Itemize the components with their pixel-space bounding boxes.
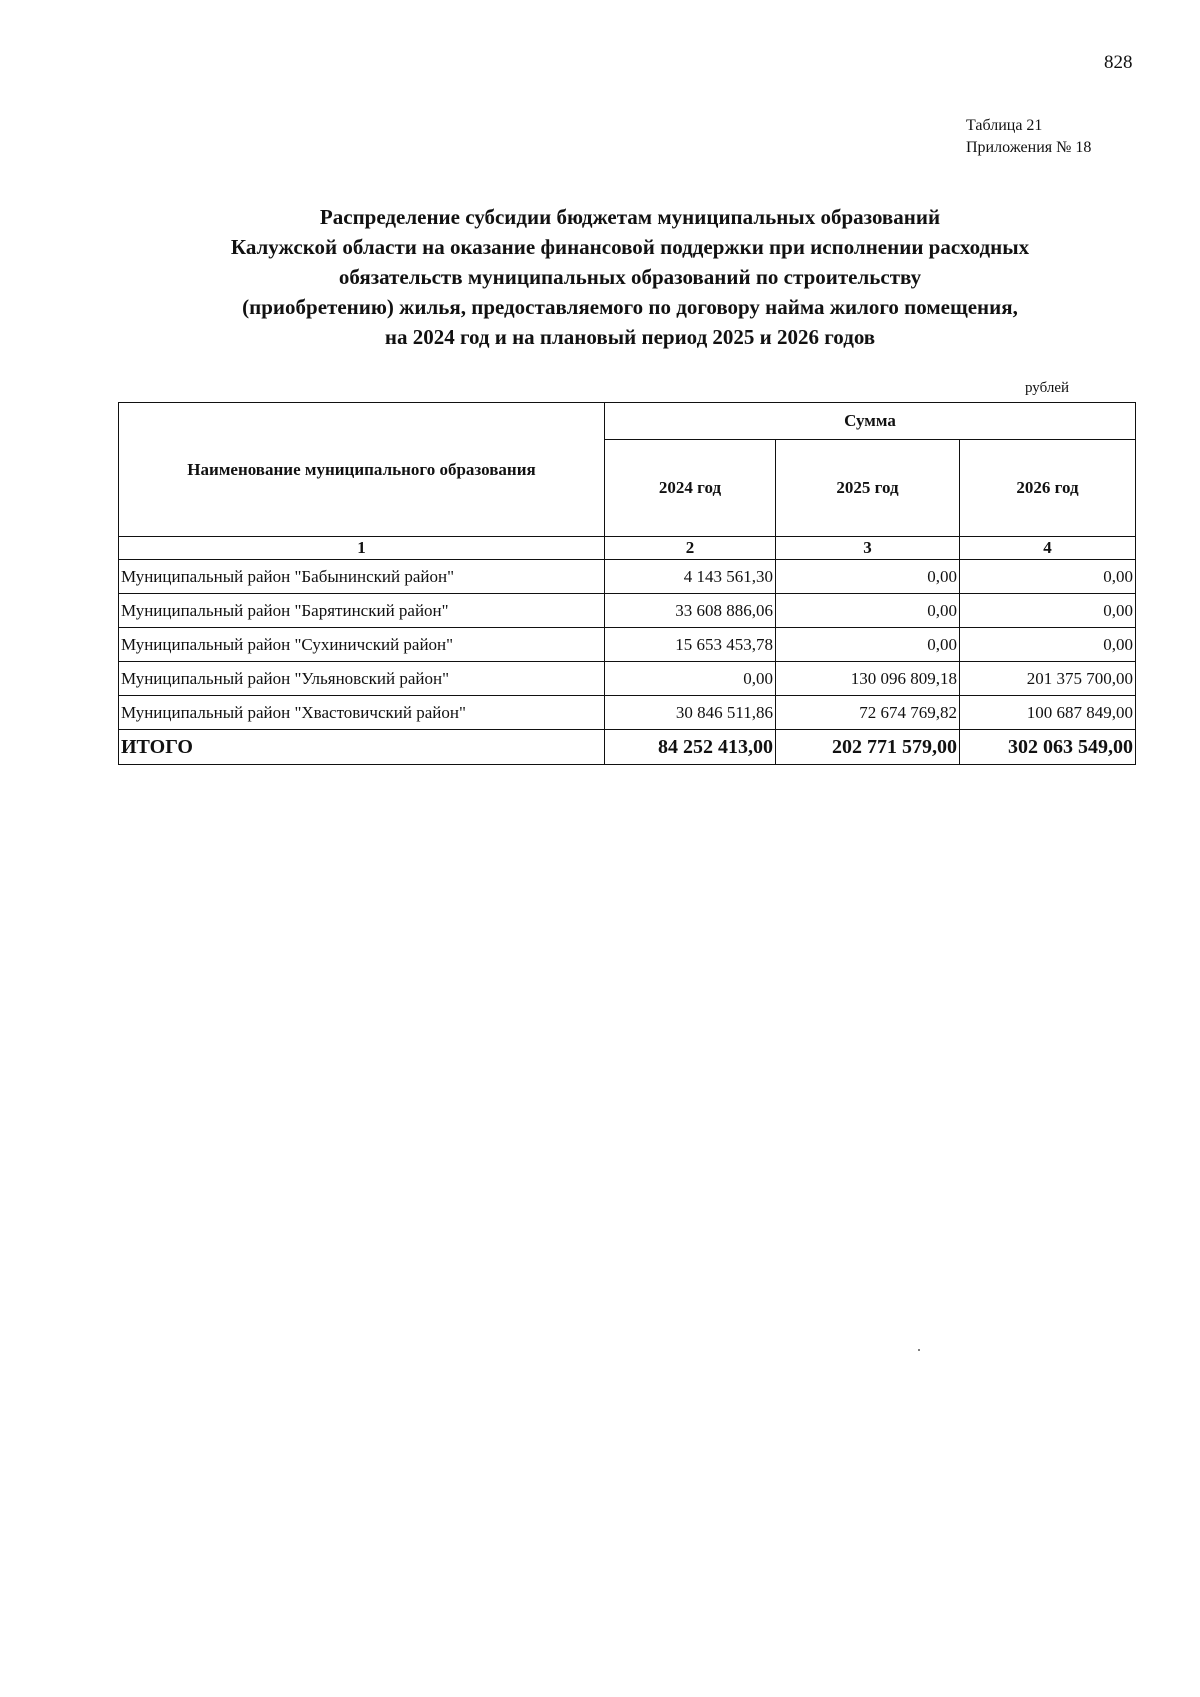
table-label: Таблица 21: [966, 117, 1043, 134]
header-year-2025: 2025 год: [776, 440, 960, 537]
amount-2025: 130 096 809,18: [776, 662, 960, 696]
header-municipality: Наименование муниципального образования: [119, 403, 605, 537]
municipality-name: Муниципальный район "Барятинский район": [119, 594, 605, 628]
total-2024: 84 252 413,00: [605, 730, 776, 765]
column-number: 2: [605, 537, 776, 560]
amount-2024: 30 846 511,86: [605, 696, 776, 730]
amount-2024: 33 608 886,06: [605, 594, 776, 628]
page-number: 828: [1104, 52, 1133, 73]
table-row: [119, 662, 1136, 696]
municipality-name: Муниципальный район "Хвастовичский район": [119, 696, 605, 730]
amount-2026: 100 687 849,00: [960, 696, 1136, 730]
amount-2024: 0,00: [605, 662, 776, 696]
title-line-1: Распределение субсидии бюджетам муниципальных образований: [319, 205, 941, 229]
column-number: 3: [776, 537, 960, 560]
amount-2024: 15 653 453,78: [605, 628, 776, 662]
header-sum: Сумма: [605, 403, 1136, 440]
table-row: [119, 560, 1136, 594]
table-reference: [966, 115, 1091, 159]
municipality-name: Муниципальный район "Бабынинский район": [119, 560, 605, 594]
title-line-3: обязательств муниципальных образований по строительству: [338, 265, 922, 289]
amount-2025: 0,00: [776, 560, 960, 594]
amount-2026: 0,00: [960, 560, 1136, 594]
title-line-5: на 2024 год и на плановый период 2025 и 2026 годов: [384, 325, 876, 349]
total-2026: 302 063 549,00: [960, 730, 1136, 765]
amount-2025: 0,00: [776, 628, 960, 662]
header-year-2026: 2026 год: [960, 440, 1136, 537]
amount-2026: 0,00: [960, 628, 1136, 662]
title-line-2: Калужской области на оказание финансовой поддержки при исполнении расходных: [230, 235, 1030, 259]
total-2025: 202 771 579,00: [776, 730, 960, 765]
amount-2026: 201 375 700,00: [960, 662, 1136, 696]
total-row: [119, 730, 1136, 765]
appendix-label: Приложения № 18: [966, 139, 1092, 156]
table-header-row: [119, 403, 1136, 440]
column-number: 1: [119, 537, 605, 560]
unit-label: рублей: [1025, 380, 1070, 396]
table-row: [119, 594, 1136, 628]
document-title: [100, 202, 1160, 352]
header-year-2024: 2024 год: [605, 440, 776, 537]
amount-2025: 72 674 769,82: [776, 696, 960, 730]
column-number: 4: [960, 537, 1136, 560]
subsidy-table: [118, 402, 1136, 765]
municipality-name: Муниципальный район "Ульяновский район": [119, 662, 605, 696]
title-line-4: (приобретению) жилья, предоставляемого по договору найма жилого помещения,: [242, 295, 1018, 319]
column-number-row: [119, 537, 1136, 560]
amount-2024: 4 143 561,30: [605, 560, 776, 594]
municipality-name: Муниципальный район "Сухиничский район": [119, 628, 605, 662]
table-row: [119, 628, 1136, 662]
table-row: [119, 696, 1136, 730]
total-label: ИТОГО: [119, 730, 605, 765]
amount-2025: 0,00: [776, 594, 960, 628]
scan-speck: [918, 1349, 920, 1351]
amount-2026: 0,00: [960, 594, 1136, 628]
